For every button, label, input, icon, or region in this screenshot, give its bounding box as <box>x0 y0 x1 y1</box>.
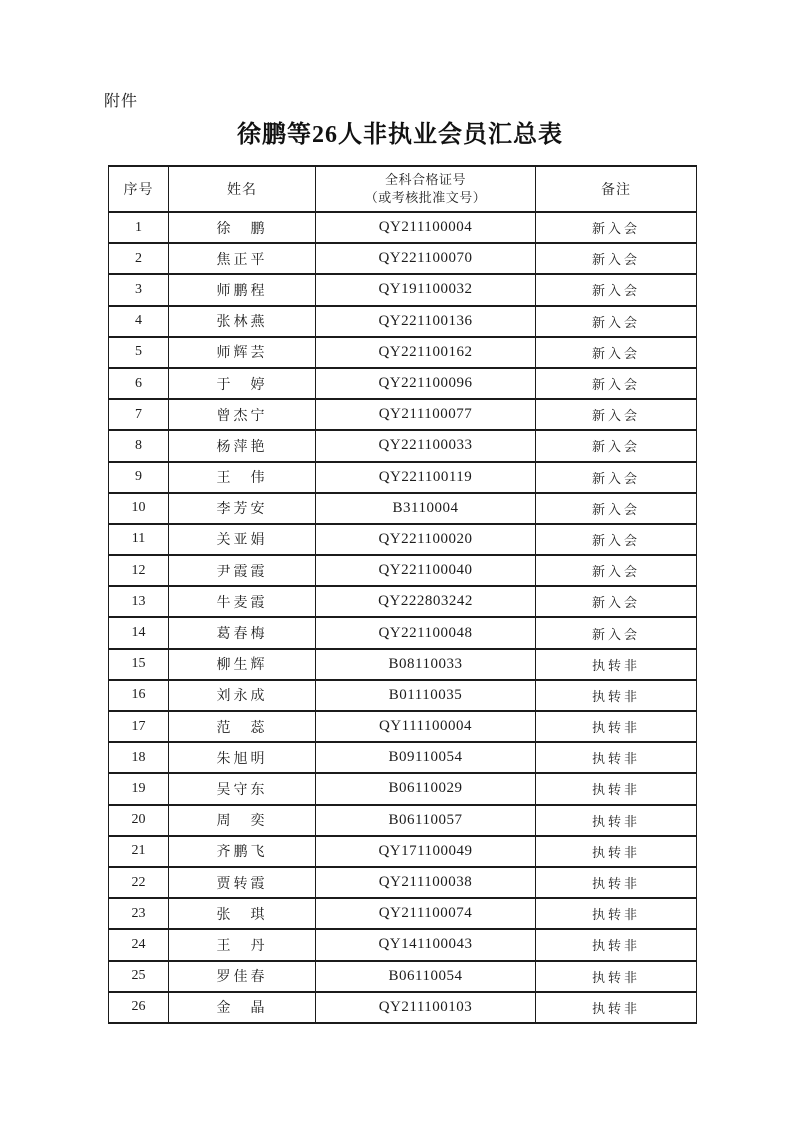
cell-certificate-number: QY221100033 <box>316 430 536 461</box>
cell-certificate-number: B06110029 <box>316 773 536 804</box>
cell-remark: 新入会 <box>536 555 697 586</box>
cell-serial-number: 7 <box>109 399 169 430</box>
cell-remark: 执转非 <box>536 805 697 836</box>
cell-remark: 执转非 <box>536 836 697 867</box>
cell-serial-number: 26 <box>109 992 169 1023</box>
cell-certificate-number: QY141100043 <box>316 929 536 960</box>
cell-remark: 执转非 <box>536 711 697 742</box>
cell-member-name: 齐鹏飞 <box>169 836 316 867</box>
cell-serial-number: 16 <box>109 680 169 711</box>
cell-member-name: 吴守东 <box>169 773 316 804</box>
cell-certificate-number: QY211100103 <box>316 992 536 1023</box>
cell-serial-number: 20 <box>109 805 169 836</box>
cell-remark: 新入会 <box>536 617 697 648</box>
cell-certificate-number: QY211100077 <box>316 399 536 430</box>
cell-member-name: 范 蕊 <box>169 711 316 742</box>
cell-serial-number: 10 <box>109 493 169 524</box>
cell-certificate-number: B08110033 <box>316 649 536 680</box>
cell-certificate-number: B06110054 <box>316 961 536 992</box>
cell-serial-number: 12 <box>109 555 169 586</box>
cell-serial-number: 14 <box>109 617 169 648</box>
cell-remark: 执转非 <box>536 773 697 804</box>
cell-remark: 新入会 <box>536 274 697 305</box>
table-row <box>109 337 697 368</box>
cell-member-name: 王 丹 <box>169 929 316 960</box>
cell-serial-number: 9 <box>109 462 169 493</box>
cell-remark: 执转非 <box>536 867 697 898</box>
cell-member-name: 罗佳春 <box>169 961 316 992</box>
cell-remark: 执转非 <box>536 649 697 680</box>
table-row <box>109 867 697 898</box>
table-row <box>109 524 697 555</box>
header-cert-line1: 全科合格证号 <box>384 172 466 187</box>
cell-serial-number: 8 <box>109 430 169 461</box>
header-name: 姓名 <box>169 166 316 212</box>
cell-certificate-number: QY171100049 <box>316 836 536 867</box>
cell-remark: 新入会 <box>536 337 697 368</box>
cell-serial-number: 1 <box>109 212 169 243</box>
cell-member-name: 杨萍艳 <box>169 430 316 461</box>
cell-remark: 新入会 <box>536 243 697 274</box>
cell-member-name: 刘永成 <box>169 680 316 711</box>
table-row <box>109 711 697 742</box>
cell-member-name: 李芳安 <box>169 493 316 524</box>
cell-remark: 新入会 <box>536 462 697 493</box>
cell-serial-number: 2 <box>109 243 169 274</box>
cell-certificate-number: B01110035 <box>316 680 536 711</box>
cell-remark: 新入会 <box>536 493 697 524</box>
cell-certificate-number: QY111100004 <box>316 711 536 742</box>
cell-member-name: 师鹏程 <box>169 274 316 305</box>
cell-member-name: 张 琪 <box>169 898 316 929</box>
cell-member-name: 尹霞霞 <box>169 555 316 586</box>
table-row <box>109 961 697 992</box>
cell-certificate-number: QY211100074 <box>316 898 536 929</box>
cell-serial-number: 3 <box>109 274 169 305</box>
cell-remark: 执转非 <box>536 961 697 992</box>
cell-serial-number: 25 <box>109 961 169 992</box>
cell-remark: 执转非 <box>536 680 697 711</box>
cell-remark: 新入会 <box>536 430 697 461</box>
cell-serial-number: 18 <box>109 742 169 773</box>
cell-remark: 新入会 <box>536 586 697 617</box>
page-title: 徐鹏等26人非执业会员汇总表 <box>237 122 563 148</box>
header-cert <box>316 166 536 212</box>
table-body <box>109 212 697 1023</box>
cell-certificate-number: QY221100096 <box>316 368 536 399</box>
table-row <box>109 274 697 305</box>
table-row <box>109 836 697 867</box>
cell-member-name: 焦正平 <box>169 243 316 274</box>
cell-certificate-number: QY221100136 <box>316 306 536 337</box>
header-cert-line2: （或考核批准文号） <box>364 190 487 205</box>
cell-member-name: 关亚娟 <box>169 524 316 555</box>
table-row <box>109 212 697 243</box>
table-row <box>109 306 697 337</box>
cell-serial-number: 23 <box>109 898 169 929</box>
cell-certificate-number: QY211100038 <box>316 867 536 898</box>
cell-certificate-number: QY221100162 <box>316 337 536 368</box>
cell-certificate-number: B3110004 <box>316 493 536 524</box>
cell-member-name: 徐 鹏 <box>169 212 316 243</box>
cell-certificate-number: QY221100020 <box>316 524 536 555</box>
table-row <box>109 617 697 648</box>
table-row <box>109 742 697 773</box>
table-row <box>109 773 697 804</box>
table-row <box>109 929 697 960</box>
cell-remark: 新入会 <box>536 368 697 399</box>
table-header-row <box>109 166 697 212</box>
cell-certificate-number: QY191100032 <box>316 274 536 305</box>
cell-serial-number: 6 <box>109 368 169 399</box>
cell-serial-number: 13 <box>109 586 169 617</box>
cell-serial-number: 11 <box>109 524 169 555</box>
cell-remark: 执转非 <box>536 898 697 929</box>
header-no: 序号 <box>109 166 169 212</box>
cell-serial-number: 5 <box>109 337 169 368</box>
cell-member-name: 牛麦霞 <box>169 586 316 617</box>
header-remark: 备注 <box>536 166 697 212</box>
cell-certificate-number: QY221100040 <box>316 555 536 586</box>
attachment-label: 附件 <box>104 93 139 110</box>
cell-remark: 执转非 <box>536 992 697 1023</box>
cell-remark: 新入会 <box>536 212 697 243</box>
cell-member-name: 金 晶 <box>169 992 316 1023</box>
table-row <box>109 586 697 617</box>
cell-member-name: 王 伟 <box>169 462 316 493</box>
table-row <box>109 555 697 586</box>
cell-serial-number: 15 <box>109 649 169 680</box>
cell-certificate-number: B06110057 <box>316 805 536 836</box>
table-row <box>109 898 697 929</box>
cell-certificate-number: QY221100048 <box>316 617 536 648</box>
table-row <box>109 430 697 461</box>
cell-remark: 执转非 <box>536 929 697 960</box>
cell-member-name: 于 婷 <box>169 368 316 399</box>
cell-member-name: 朱旭明 <box>169 742 316 773</box>
cell-member-name: 葛春梅 <box>169 617 316 648</box>
cell-serial-number: 24 <box>109 929 169 960</box>
cell-certificate-number: QY211100004 <box>316 212 536 243</box>
cell-remark: 新入会 <box>536 399 697 430</box>
cell-remark: 新入会 <box>536 306 697 337</box>
members-table <box>108 165 697 1024</box>
cell-member-name: 周 奕 <box>169 805 316 836</box>
table-row <box>109 649 697 680</box>
cell-member-name: 曾杰宁 <box>169 399 316 430</box>
cell-serial-number: 4 <box>109 306 169 337</box>
cell-serial-number: 19 <box>109 773 169 804</box>
cell-serial-number: 21 <box>109 836 169 867</box>
cell-certificate-number: QY221100119 <box>316 462 536 493</box>
cell-serial-number: 22 <box>109 867 169 898</box>
table-row <box>109 399 697 430</box>
table-row <box>109 368 697 399</box>
cell-member-name: 师辉芸 <box>169 337 316 368</box>
table-row <box>109 680 697 711</box>
table-row <box>109 462 697 493</box>
cell-remark: 执转非 <box>536 742 697 773</box>
table-row <box>109 243 697 274</box>
table-row <box>109 992 697 1023</box>
cell-member-name: 张林燕 <box>169 306 316 337</box>
cell-member-name: 贾转霞 <box>169 867 316 898</box>
cell-certificate-number: QY221100070 <box>316 243 536 274</box>
table-row <box>109 493 697 524</box>
cell-certificate-number: QY222803242 <box>316 586 536 617</box>
cell-certificate-number: B09110054 <box>316 742 536 773</box>
cell-remark: 新入会 <box>536 524 697 555</box>
table-row <box>109 805 697 836</box>
cell-member-name: 柳生辉 <box>169 649 316 680</box>
cell-serial-number: 17 <box>109 711 169 742</box>
